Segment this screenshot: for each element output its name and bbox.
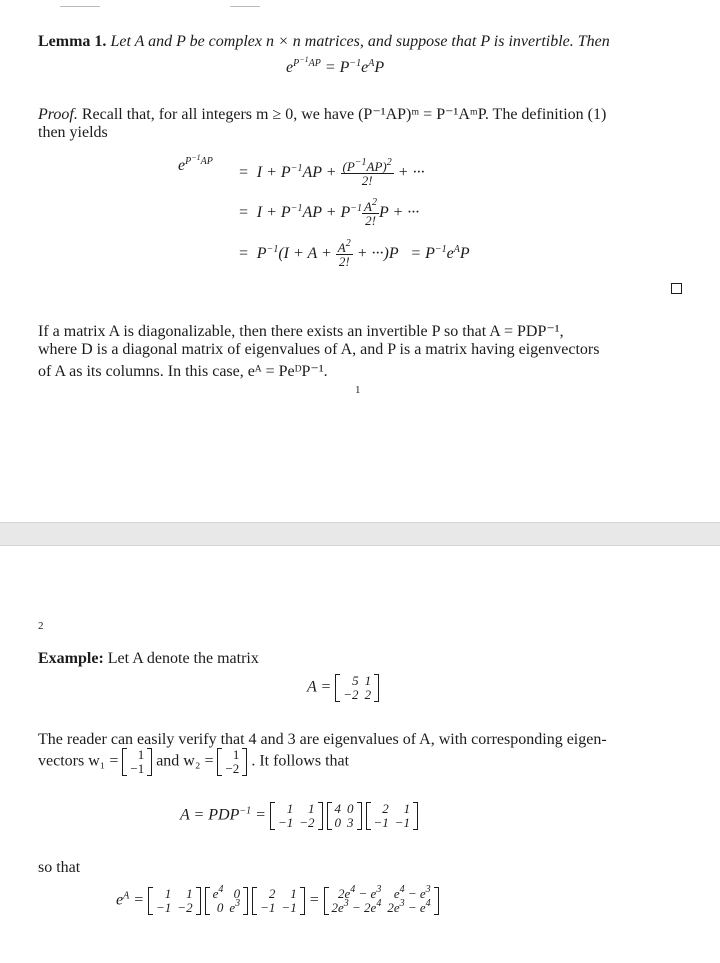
example-text: Let A denote the matrix — [107, 650, 259, 667]
matrix-P-inverse: 2 1 −1 −1 — [366, 802, 419, 830]
proof-line-2: then yields — [38, 124, 108, 141]
matrix-P: 1 1 −1 −2 — [270, 802, 323, 830]
matrix-A: 5 1 −2 2 — [335, 674, 379, 702]
verify-follows: . It follows that — [251, 752, 350, 770]
page-number: 1 — [355, 384, 361, 396]
proof-text: Recall that, for all integers m ≥ 0, we have (P⁻¹AP)ᵐ = P⁻¹AᵐP. The definition (1) — [81, 106, 607, 123]
align-line-3: = $P^{-1}(I + A$ + $\frac{A^2}{2!}$ + $\cdot\cdot\cdot)P = P^{-1}e^AP$ — [238, 238, 470, 269]
diagonalization-eq: $A = PDP^{-1}$ = 1 1 −1 −2 4 0 0 3 2 1 −1 −1 — [180, 802, 418, 830]
verify-vectors: vectors w₁ = — [38, 752, 119, 770]
lemma-equation: $e^{P^{-1}AP} = P^{-1}e^AP$ — [286, 55, 385, 76]
verify-line-2 — [38, 748, 349, 776]
verify-line-1: The reader can easily verify that 4 and 3 are eigenvalues of A, with corresponding eigen- — [38, 731, 607, 748]
page-number: 2 — [38, 620, 44, 632]
matrix-eD: $e^4$ 0 0 $e^3$ — [205, 887, 249, 915]
matrix-P-2: 1 1 −1 −2 — [148, 887, 201, 915]
matrix-eA: $2e^4 - e^3$ $e^4 - e^3$ $2e^3 - 2e^4$ $2e^3 - e^4$ — [324, 887, 439, 915]
align-line-2: = $I + P^{-1}AP + P^{-1}$ $\frac{A^2}{2!}$ P + ··· — [238, 197, 420, 228]
page-gap — [0, 522, 720, 546]
align-line-1: = $I + P^{-1}AP$ + $\frac{(P^{-1}AP)^2}{2!}$ + ··· — [238, 157, 425, 188]
example-label: Example: — [38, 650, 104, 667]
verify-and: and w₂ = — [156, 752, 214, 770]
para-line-2: where D is a diagonal matrix of eigenvalues of A, and P is a matrix having eigenvectors — [38, 341, 600, 358]
proof-label: Proof. — [38, 106, 78, 123]
matrix-P-inverse-2: 2 1 −1 −1 — [252, 887, 305, 915]
exponential-eq: $e^A$ = 1 1 −1 −2 $e^4$ 0 0 $e^3$ 2 1 −1 −1 = $2e^4 - e^3$ $e^4 - e^3$ $2e^3 - 2e^4$ $2e^3 - e^4$ — [116, 887, 439, 915]
vector-w1: 1 −1 — [122, 748, 152, 776]
align-lhs: $e^{P^{-1}AP}$ — [178, 153, 213, 174]
top-rule — [0, 0, 720, 18]
lemma-label: Lemma 1. — [38, 33, 107, 50]
so-that: so that — [38, 859, 81, 876]
qed-box-icon — [671, 283, 682, 294]
lemma-text: Let A and P be complex n × n matrices, and suppose that P is invertible. Then — [110, 33, 610, 50]
lemma-statement — [38, 33, 610, 51]
matrix-D: 4 0 0 3 — [327, 802, 362, 830]
matrix-A-def: A = 5 1 −2 2 — [307, 674, 379, 702]
example-line — [38, 650, 259, 668]
para-line-1: If a matrix A is diagonalizable, then there exists an invertible P so that A = PDP⁻¹, — [38, 323, 564, 340]
proof-line-1 — [38, 104, 606, 124]
vector-w2: 1 −2 — [217, 748, 247, 776]
page-2 — [0, 546, 720, 963]
para-line-3: of A as its columns. In this case, eᴬ = PeᴰP⁻¹. — [38, 363, 328, 380]
